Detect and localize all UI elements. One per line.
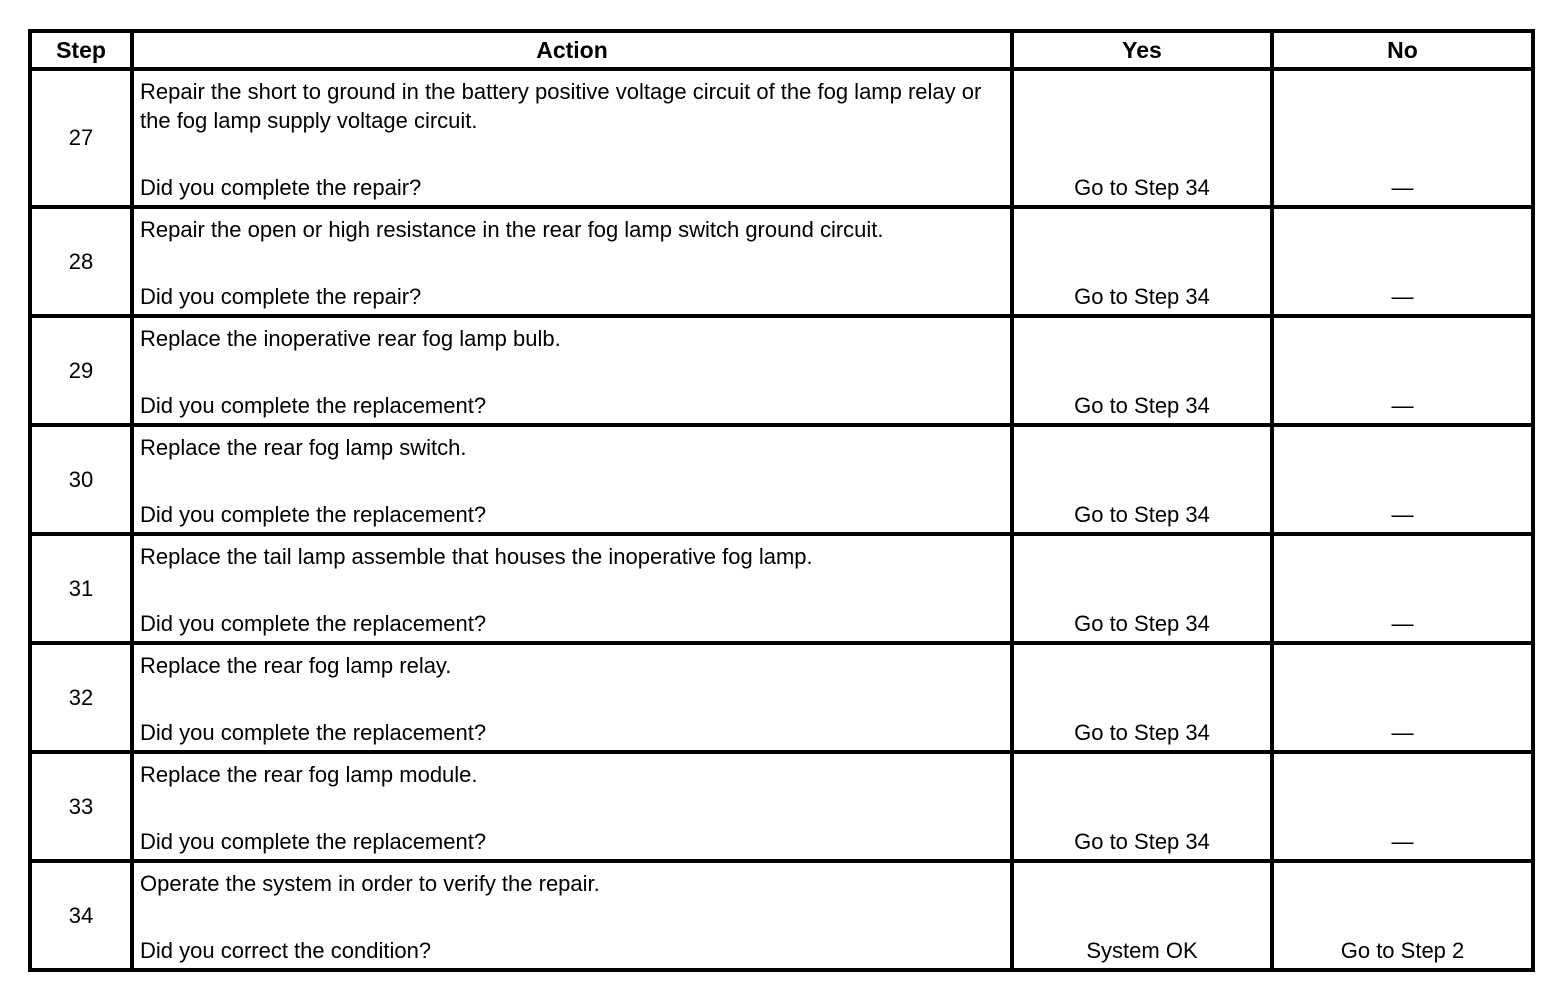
step-number: 28 [30,207,132,316]
table-row [30,534,1533,643]
action-cell [132,69,1012,207]
action-text: Replace the tail lamp assemble that houses the inoperative fog lamp. [140,544,813,569]
step-number: 34 [30,861,132,970]
yes-result: System OK [1012,861,1272,970]
yes-result: Go to Step 34 [1012,752,1272,861]
yes-result: Go to Step 34 [1012,207,1272,316]
table-row [30,316,1533,425]
action-text: Replace the inoperative rear fog lamp bulb. [140,326,561,351]
yes-result: Go to Step 34 [1012,643,1272,752]
table-row [30,69,1533,207]
action-cell [132,207,1012,316]
action-question: Did you complete the replacement? [140,720,487,745]
action-text: Replace the rear fog lamp switch. [140,435,467,460]
no-result: — [1272,752,1533,861]
diagnostic-step-table [28,29,1535,972]
action-cell [132,643,1012,752]
step-number: 29 [30,316,132,425]
header-step: Step [30,31,132,69]
step-number: 33 [30,752,132,861]
header-yes: Yes [1012,31,1272,69]
action-text: Replace the rear fog lamp module. [140,762,478,787]
table-row [30,425,1533,534]
action-text: Operate the system in order to verify the repair. [140,871,600,896]
header-action: Action [132,31,1012,69]
action-question: Did you complete the replacement? [140,502,487,527]
action-cell [132,425,1012,534]
action-cell [132,534,1012,643]
action-question: Did you complete the repair? [140,284,422,309]
action-cell [132,752,1012,861]
header-no: No [1272,31,1533,69]
table-row [30,752,1533,861]
no-result: — [1272,643,1533,752]
no-result: — [1272,425,1533,534]
step-number: 30 [30,425,132,534]
no-result: Go to Step 2 [1272,861,1533,970]
step-number: 27 [30,69,132,207]
yes-result: Go to Step 34 [1012,316,1272,425]
action-text: Replace the rear fog lamp relay. [140,653,452,678]
yes-result: Go to Step 34 [1012,425,1272,534]
action-question: Did you correct the condition? [140,938,432,963]
yes-result: Go to Step 34 [1012,534,1272,643]
action-question: Did you complete the repair? [140,175,422,200]
step-number: 32 [30,643,132,752]
step-number: 31 [30,534,132,643]
action-text: Repair the open or high resistance in the rear fog lamp switch ground circuit. [140,217,884,242]
no-result: — [1272,316,1533,425]
no-result: — [1272,207,1533,316]
table-row [30,207,1533,316]
table-row [30,861,1533,970]
table-header-row [30,31,1533,69]
action-question: Did you complete the replacement? [140,393,487,418]
action-text: Repair the short to ground in the battery positive voltage circuit of the fog lamp relay or the fog lamp supply voltage circuit. [140,79,982,133]
no-result: — [1272,534,1533,643]
action-question: Did you complete the replacement? [140,829,487,854]
no-result: — [1272,69,1533,207]
action-cell [132,316,1012,425]
action-question: Did you complete the replacement? [140,611,487,636]
table-row [30,643,1533,752]
yes-result: Go to Step 34 [1012,69,1272,207]
action-cell [132,861,1012,970]
